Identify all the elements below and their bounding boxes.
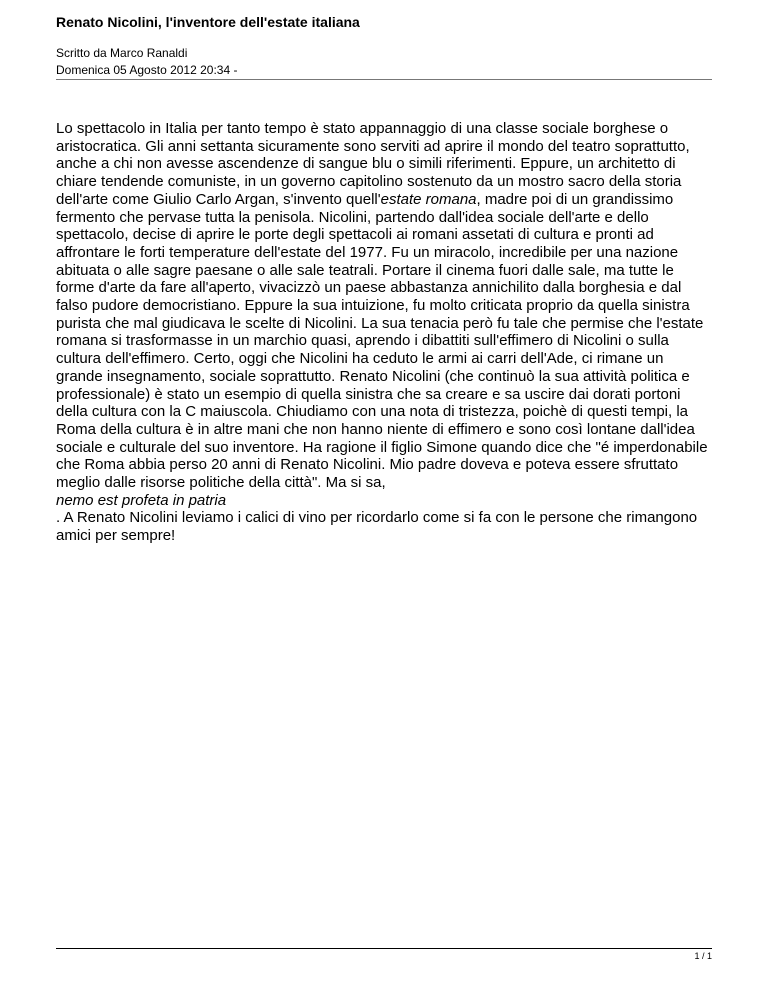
- document-page: [56, 0, 712, 994]
- article-italic-latin-quote: nemo est profeta in patria: [56, 491, 227, 509]
- article-body: [56, 120, 712, 545]
- article-title: Renato Nicolini, l'inventore dell'estate italiana: [56, 14, 360, 30]
- date-line: Domenica 05 Agosto 2012 20:34 -: [56, 63, 238, 77]
- article-text-part-3: . A Renato Nicolini leviamo i calici di vino per ricordarlo come si fa con le persone che rimangono amici per sempre!: [56, 509, 698, 545]
- article-italic-estate-romana: estate romana: [380, 190, 477, 208]
- article-text-part-2: , madre poi di un grandissimo fermento che pervase tutta la penisola. Nicolini, partendo dall'idea sociale dell'arte e dello spettacolo, decise di aprire le porte degli spettacoli ai romani assetati di cultura e pronti ad affrontare le forti temperature dell'estate del 1977. Fu un miracolo, incredibile per una nazione abituata o alle sagre paesane o alle sale teatrali. Portare il cinema fuori dalle sale, ma tutte le forme d'arte da fare all'aperto, vivacizzò un paese abbastanza annichilito dalla borghesia e dal falso pudore democristiano. Eppure la sua intuizione, fu molto criticata proprio da quella sinistra purista che mal giudicava le scelte di Nicolini. La sua tenacia però fu tale che permise che l'estate romana si trasformasse in un marchio quasi, aprendo i dibattiti sull'effimero di Nicolini o sulla cultura dell'effimero. Certo, oggi che Nicolini ha ceduto le armi ai carri dell'Ade, ci rimane un grande insegnamento, sociale soprattutto. Renato Nicolini (che continuò la sua attività politica e professionale) è stato un esempio di quella sinistra che sa creare e sa uscire dai dorati portoni della cultura con la C maiuscola. Chiudiamo con una nota di tristezza, poichè di questi tempi, la Roma della cultura è in altre mani che non hanno niente di effimero e sono così lontane dall'idea sociale e culturale del suo inventore. Ha ragione il figlio Simone quando dice che "é imperdonabile che Roma abbia perso 20 anni di Renato Nicolini. Mio padre doveva e poteva essere sfruttato meglio dalle risorse politiche della città". Ma si sa,: [56, 190, 708, 492]
- footer-divider: [56, 948, 712, 949]
- article-meta: [56, 45, 237, 79]
- page-number: 1 / 1: [694, 951, 712, 961]
- article-text-part-1: Lo spettacolo in Italia per tanto tempo è stato appannaggio di una classe sociale borghese o aristocratica. Gli anni settanta sicuramente sono serviti ad aprire il mondo del teatro soprattutto, anche a chi non avesse ascendenze di sangue blu o simili riferimenti. Eppure, un architetto di chiare tendende comuniste, in un governo capitolino sostenuto da un mostro sacro della storia dell'arte come Giulio Carlo Argan, s'invento quell': [56, 120, 690, 208]
- author-line: Scritto da Marco Ranaldi: [56, 46, 188, 60]
- header-divider: [56, 79, 712, 80]
